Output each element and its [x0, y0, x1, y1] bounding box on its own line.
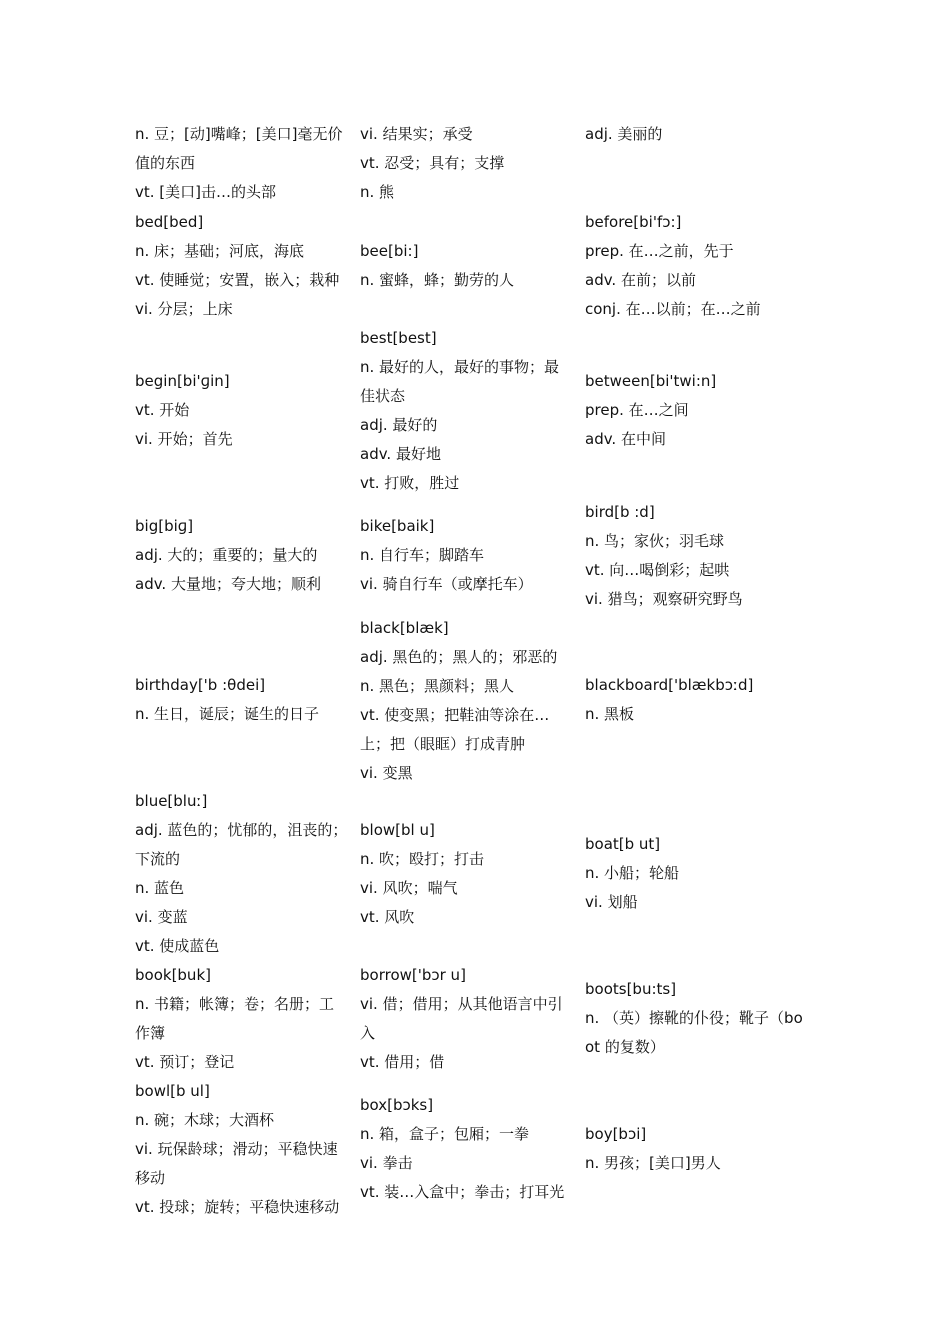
entry-line: ot 的复数）: [585, 1038, 665, 1056]
entry-block: [360, 512, 588, 599]
entry-line: adv. 在前；以前: [585, 271, 696, 289]
entry-line: vt. 预订；登记: [135, 1053, 235, 1071]
entry-headword: before[bi'fɔ:]: [585, 213, 682, 231]
entry-line: 入: [360, 1024, 376, 1042]
entry-line: n. 豆；[动]嘴峰；[美口]毫无价: [135, 125, 343, 143]
entry-block: [360, 961, 588, 1077]
entry-headword: bed[bed]: [135, 213, 204, 231]
entry-line: vi. 玩保龄球；滑动；平稳快速: [135, 1140, 338, 1158]
entry-line: 移动: [135, 1169, 166, 1187]
entry-line: 上；把（眼眶）打成青肿: [360, 735, 526, 753]
entry-block: [585, 367, 813, 454]
entry-line: n. 熊: [360, 183, 395, 201]
entry-block: [135, 1077, 363, 1222]
entry-line: n. （英）擦靴的仆役；靴子（bo: [585, 1009, 803, 1027]
entry-headword: blow[bl u]: [360, 821, 435, 839]
entry-line: vi. 猎鸟；观察研究野鸟: [585, 590, 743, 608]
entry-block: [360, 614, 588, 788]
entry-line: n. 蓝色: [135, 879, 185, 897]
entry-line: adv. 最好地: [360, 445, 441, 463]
entry-line: n. 黑板: [585, 705, 635, 723]
entry-block: [360, 324, 588, 498]
entry-line: n. 蜜蜂，蜂；勤劳的人: [360, 271, 515, 289]
entry-line: vi. 拳击: [360, 1154, 413, 1172]
entry-line: vt. 向…喝倒彩；起哄: [585, 561, 730, 579]
entry-line: prep. 在…之间: [585, 401, 689, 419]
entry-line: n. 吹；殴打；打击: [360, 850, 485, 868]
entry-line: 下流的: [135, 850, 181, 868]
entry-line: n. 黑色；黑颜料；黑人: [360, 677, 515, 695]
entry-block: [135, 512, 363, 599]
entry-line: adv. 在中间: [585, 430, 666, 448]
entry-line: vt. 忍受；具有；支撑: [360, 154, 505, 172]
entry-line: n. 床；基础；河底，海底: [135, 242, 305, 260]
entry-block: [135, 787, 363, 961]
entry-headword: boat[b ut]: [585, 835, 661, 853]
entry-headword: blackboard['blækbɔːd]: [585, 676, 754, 694]
entry-block: [135, 961, 363, 1077]
entry-line: vi. 开始；首先: [135, 430, 233, 448]
entry-block: [585, 1120, 813, 1178]
entry-line: 佳状态: [360, 387, 406, 405]
entry-block: [585, 671, 813, 729]
entry-headword: boy[bɔi]: [585, 1125, 647, 1143]
entry-line: vt. 投球；旋转；平稳快速移动: [135, 1198, 340, 1216]
entry-block: [585, 498, 813, 614]
entry-headword: box[bɔks]: [360, 1096, 434, 1114]
entry-block: [585, 975, 813, 1062]
entry-block: [360, 120, 588, 207]
entry-line: prep. 在…之前，先于: [585, 242, 734, 260]
entry-headword: borrow['bɔr u]: [360, 966, 466, 984]
entry-headword: birthday['b :θdei]: [135, 676, 266, 694]
entry-line: vt. 开始: [135, 401, 190, 419]
entry-headword: best[best]: [360, 329, 437, 347]
entry-line: vt. [美口]击…的头部: [135, 183, 276, 201]
entry-headword: bike[baik]: [360, 517, 435, 535]
entry-line: adv. 大量地；夸大地；顺利: [135, 575, 321, 593]
entry-line: n. 男孩；[美口]男人: [585, 1154, 721, 1172]
entry-line: vt. 使变黑；把鞋油等涂在…: [360, 706, 550, 724]
entry-headword: boots[bu:ts]: [585, 980, 677, 998]
entry-line: vi. 分层；上床: [135, 300, 233, 318]
entry-line: 值的东西: [135, 154, 196, 172]
entry-headword: bird[b :d]: [585, 503, 655, 521]
entry-block: [135, 671, 363, 729]
entry-line: n. 小船；轮船: [585, 864, 680, 882]
entry-headword: bowl[b ul]: [135, 1082, 210, 1100]
entry-block: [135, 120, 363, 207]
entry-headword: big[biɡ]: [135, 517, 194, 535]
entry-line: adj. 黑色的；黑人的；邪恶的: [360, 648, 558, 666]
entry-line: adj. 美丽的: [585, 125, 663, 143]
entry-line: vi. 变黑: [360, 764, 413, 782]
entry-line: vi. 借；借用；从其他语言中引: [360, 995, 563, 1013]
entry-line: vi. 骑自行车（或摩托车）: [360, 575, 533, 593]
entry-line: n. 书籍；帐簿；卷；名册；工: [135, 995, 335, 1013]
entry-line: 作簿: [135, 1024, 166, 1042]
entry-line: vt. 风吹: [360, 908, 415, 926]
entry-line: vt. 使睡觉；安置，嵌入；栽种: [135, 271, 340, 289]
entry-headword: between[bi'twi:n]: [585, 372, 717, 390]
entry-line: adj. 蓝色的；忧郁的，沮丧的；: [135, 821, 348, 839]
entry-block: [135, 208, 363, 324]
entry-headword: book[buk]: [135, 966, 211, 984]
entry-line: vt. 装…入盒中；拳击；打耳光: [360, 1183, 565, 1201]
entry-line: conj. 在…以前；在…之前: [585, 300, 761, 318]
entry-block: [360, 237, 588, 295]
entry-line: n. 最好的人，最好的事物；最: [360, 358, 560, 376]
entry-line: n. 自行车；脚踏车: [360, 546, 485, 564]
entry-line: n. 鸟；家伙；羽毛球: [585, 532, 725, 550]
entry-line: vt. 使成蓝色: [135, 937, 220, 955]
entry-line: adj. 大的；重要的；量大的: [135, 546, 318, 564]
entry-block: [585, 120, 813, 149]
entry-block: [135, 367, 363, 454]
entry-headword: blue[bluː]: [135, 792, 208, 810]
entry-block: [585, 830, 813, 917]
entry-line: n. 碗；木球；大酒杯: [135, 1111, 275, 1129]
entry-line: vi. 划船: [585, 893, 638, 911]
entry-line: n. 生日，诞辰；诞生的日子: [135, 705, 320, 723]
entry-block: [360, 816, 588, 932]
entry-line: vt. 借用；借: [360, 1053, 445, 1071]
entry-line: adj. 最好的: [360, 416, 438, 434]
entry-block: [360, 1091, 588, 1207]
entry-line: vt. 打败，胜过: [360, 474, 460, 492]
entry-headword: bee[bi:]: [360, 242, 419, 260]
entry-headword: black[blæk]: [360, 619, 449, 637]
entry-line: n. 箱，盒子；包厢；一拳: [360, 1125, 530, 1143]
entry-headword: begin[bi'ɡin]: [135, 372, 230, 390]
entry-line: vi. 风吹；喘气: [360, 879, 458, 897]
entry-line: vi. 结果实；承受: [360, 125, 473, 143]
entry-line: vi. 变蓝: [135, 908, 188, 926]
entry-block: [585, 208, 813, 324]
